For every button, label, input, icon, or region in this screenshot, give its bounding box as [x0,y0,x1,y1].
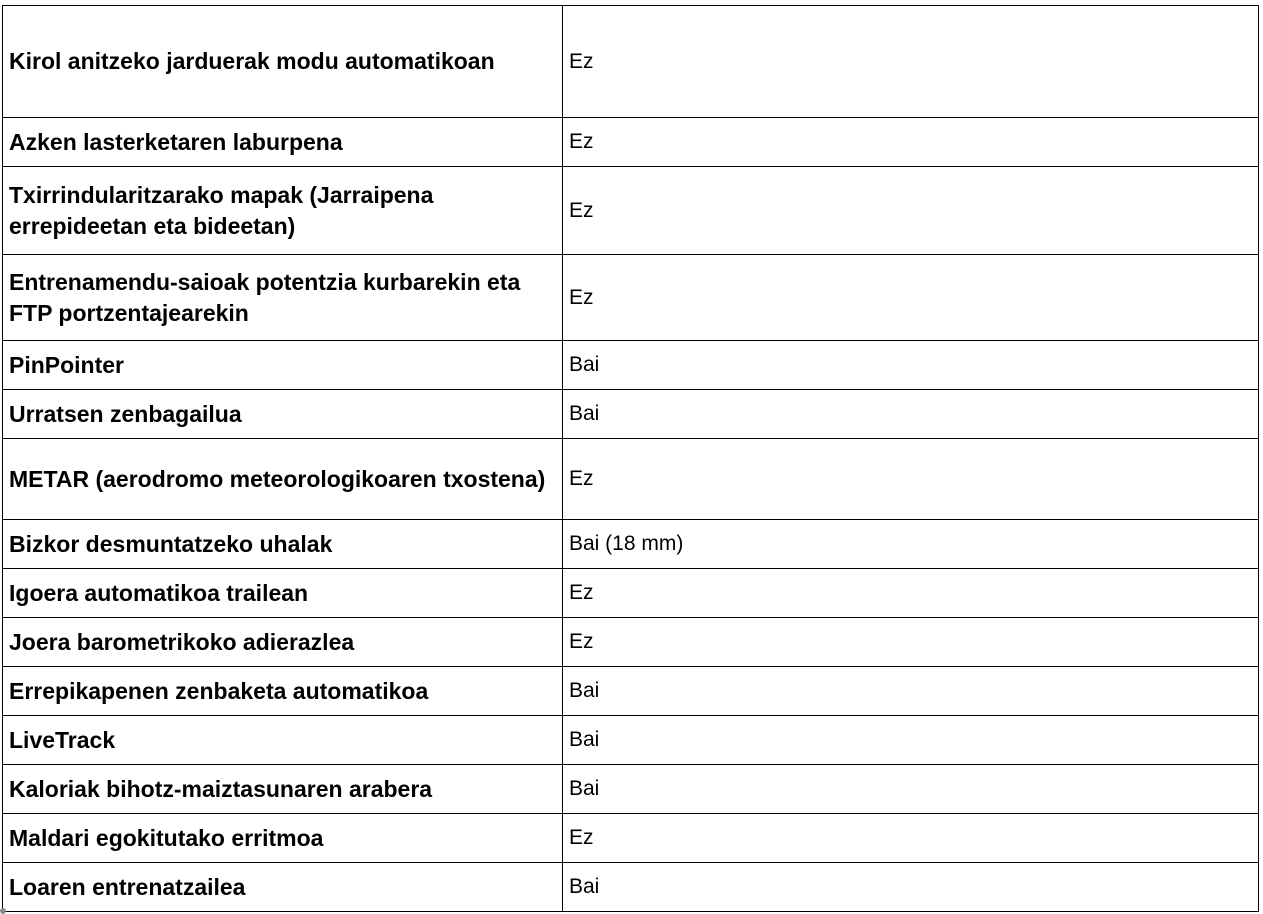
feature-value: Ez [563,439,1259,520]
feature-value: Bai [563,716,1259,765]
feature-value: Ez [563,255,1259,341]
feature-value: Bai [563,765,1259,814]
feature-comparison-table [2,5,1259,912]
feature-name: Bizkor desmuntatzeko uhalak [3,520,563,569]
table-row [3,390,1259,439]
feature-name: Txirrindularitzarako mapak (Jarraipena errepideetan eta bideetan) [3,167,563,255]
feature-value: Bai [563,390,1259,439]
feature-name: LiveTrack [3,716,563,765]
table-row [3,341,1259,390]
feature-name: Maldari egokitutako erritmoa [3,814,563,863]
feature-name: Igoera automatikoa trailean [3,569,563,618]
feature-value: Ez [563,6,1259,118]
feature-value: Bai [563,667,1259,716]
feature-value: Ez [563,118,1259,167]
table-row [3,618,1259,667]
table-row [3,118,1259,167]
table-row [3,520,1259,569]
feature-name: Azken lasterketaren laburpena [3,118,563,167]
feature-value: Ez [563,618,1259,667]
table-row [3,167,1259,255]
table-row [3,255,1259,341]
table-row [3,667,1259,716]
feature-value: Ez [563,167,1259,255]
feature-name: Entrenamendu-saioak potentzia kurbarekin eta FTP portzentajearekin [3,255,563,341]
feature-value: Ez [563,814,1259,863]
table-row [3,439,1259,520]
table-row [3,765,1259,814]
feature-name: METAR (aerodromo meteorologikoaren txostena) [3,439,563,520]
feature-name: Kirol anitzeko jarduerak modu automatikoan [3,6,563,118]
table-row [3,6,1259,118]
feature-value: Bai [563,341,1259,390]
table-row [3,569,1259,618]
table-row [3,814,1259,863]
feature-name: PinPointer [3,341,563,390]
feature-value: Bai [563,863,1259,912]
feature-value: Bai (18 mm) [563,520,1259,569]
feature-name: Urratsen zenbagailua [3,390,563,439]
feature-name: Kaloriak bihotz-maiztasunaren arabera [3,765,563,814]
table-row [3,863,1259,912]
table-row [3,716,1259,765]
feature-value: Ez [563,569,1259,618]
corner-dot-icon [0,908,6,914]
feature-name: Errepikapenen zenbaketa automatikoa [3,667,563,716]
feature-name: Joera barometrikoko adierazlea [3,618,563,667]
feature-name: Loaren entrenatzailea [3,863,563,912]
